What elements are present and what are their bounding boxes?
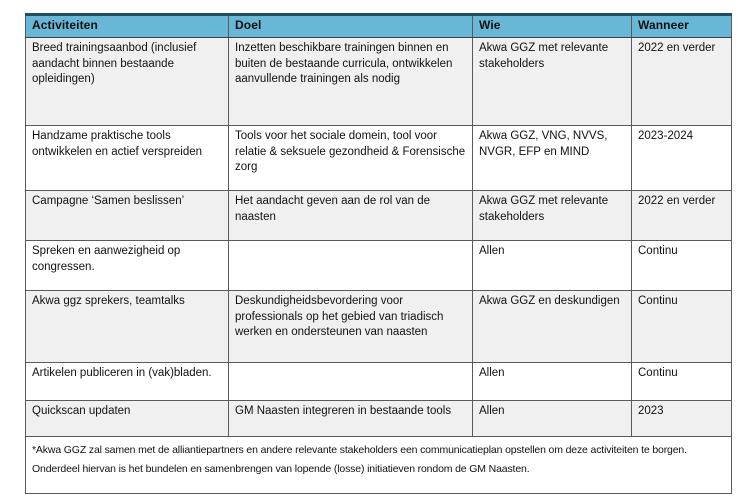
cell-wie: Allen: [473, 363, 632, 401]
cell-doel: GM Naasten integreren in bestaande tools: [229, 401, 473, 437]
cell-activiteit: Handzame praktische tools ontwikkelen en actief verspreiden: [26, 126, 229, 191]
cell-doel: Het aandacht geven aan de rol van de naasten: [229, 191, 473, 241]
table-row: [26, 241, 732, 291]
cell-activiteit: Spreken en aanwezigheid op congressen.: [26, 241, 229, 291]
cell-wanneer: Continu: [632, 363, 732, 401]
footnote-line-1: *Akwa GGZ zal samen met de alliantiepartners en andere relevante stakeholders een communicatieplan opstellen om deze activiteiten te borgen.: [32, 444, 687, 456]
footnote-cell: [26, 437, 732, 494]
cell-activiteit: Breed trainingsaanbod (inclusief aandacht binnen bestaande opleidingen): [26, 38, 229, 126]
cell-doel: Inzetten beschikbare trainingen binnen en buiten de bestaande curricula, ontwikkelen aanvullende trainingen als nodig: [229, 38, 473, 126]
table-row: [26, 38, 732, 126]
table-footnote-row: [26, 437, 732, 494]
cell-wanneer: 2023-2024: [632, 126, 732, 191]
column-header-activiteiten: Activiteiten: [26, 15, 229, 38]
cell-wie: Akwa GGZ met relevante stakeholders: [473, 38, 632, 126]
cell-activiteit: Artikelen publiceren in (vak)bladen.: [26, 363, 229, 401]
cell-doel: Tools voor het sociale domein, tool voor relatie & seksuele gezondheid & Forensische zorg: [229, 126, 473, 191]
cell-wie: Akwa GGZ, VNG, NVVS, NVGR, EFP en MIND: [473, 126, 632, 191]
cell-wanneer: Continu: [632, 241, 732, 291]
cell-doel: [229, 363, 473, 401]
activities-table-container: [25, 13, 731, 494]
column-header-wanneer: Wanneer: [632, 15, 732, 38]
cell-wanneer: Continu: [632, 291, 732, 363]
table-row: [26, 191, 732, 241]
cell-wanneer: 2022 en verder: [632, 191, 732, 241]
cell-doel: Deskundigheidsbevordering voor professionals op het gebied van triadisch werken en ondersteunen van naasten: [229, 291, 473, 363]
cell-wanneer: 2023: [632, 401, 732, 437]
table-row: [26, 291, 732, 363]
table-row: [26, 363, 732, 401]
cell-wie: Akwa GGZ en deskundigen: [473, 291, 632, 363]
column-header-doel: Doel: [229, 15, 473, 38]
cell-doel: [229, 241, 473, 291]
cell-wanneer: 2022 en verder: [632, 38, 732, 126]
cell-wie: Allen: [473, 401, 632, 437]
table-row: [26, 126, 732, 191]
column-header-wie: Wie: [473, 15, 632, 38]
table-row: [26, 401, 732, 437]
cell-activiteit: Quickscan updaten: [26, 401, 229, 437]
table-body: [26, 38, 732, 494]
cell-activiteit: Akwa ggz sprekers, teamtalks: [26, 291, 229, 363]
cell-wie: Allen: [473, 241, 632, 291]
table-header: [26, 15, 732, 38]
footnote-line-2: Onderdeel hiervan is het bundelen en samenbrengen van lopende (losse) initiatieven rondom de GM Naasten.: [32, 463, 530, 475]
activities-table: [25, 13, 732, 494]
cell-activiteit: Campagne ‘Samen beslissen’: [26, 191, 229, 241]
table-header-row: [26, 15, 732, 38]
cell-wie: Akwa GGZ met relevante stakeholders: [473, 191, 632, 241]
